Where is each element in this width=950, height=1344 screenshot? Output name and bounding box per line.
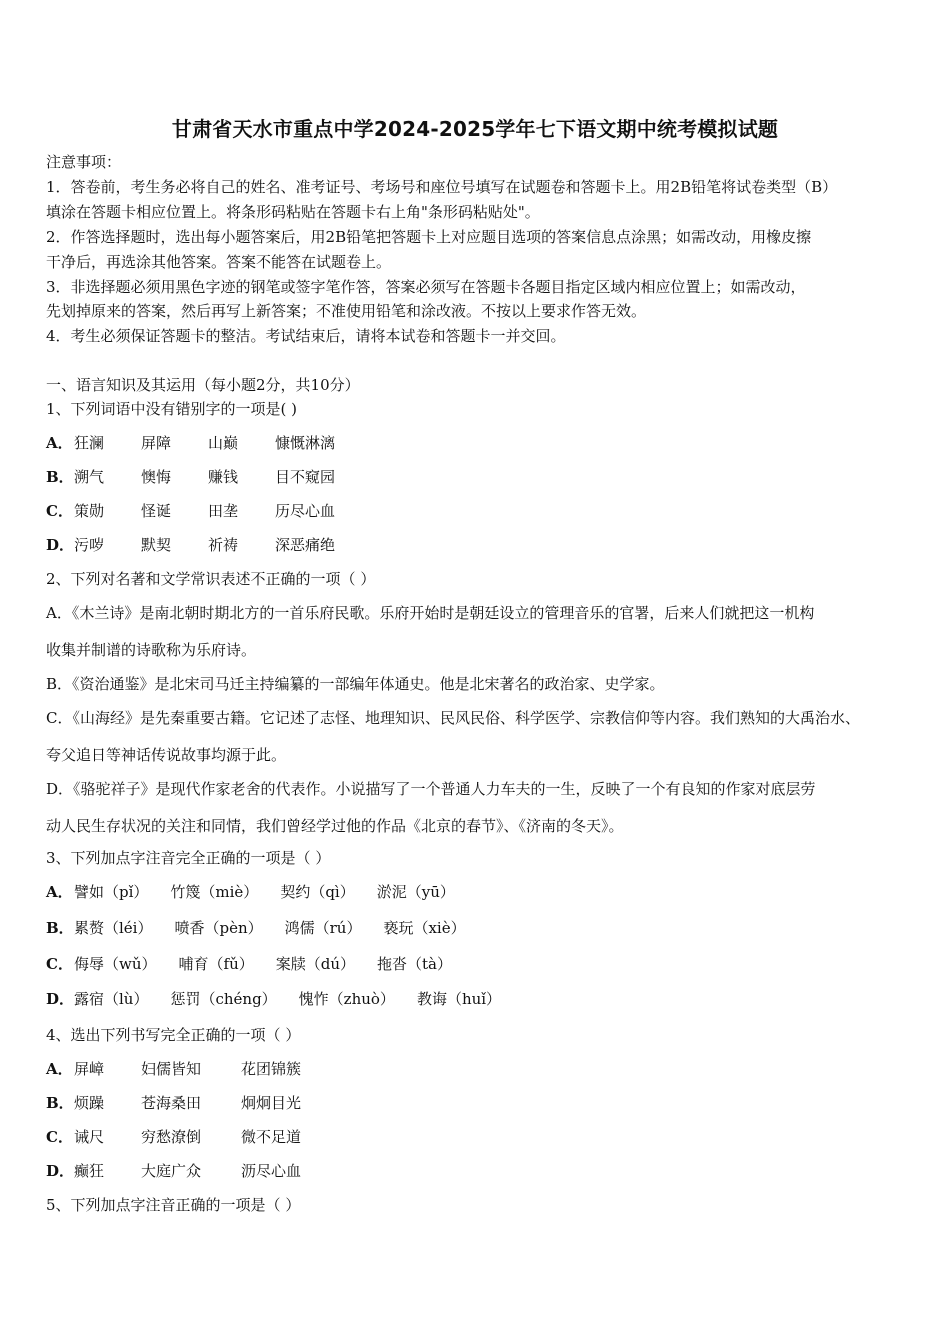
- option-word: 祈祷: [208, 536, 239, 554]
- pinyin-item: 喷香（pèn）: [174, 919, 263, 937]
- option-word: 炯炯目光: [241, 1094, 302, 1112]
- pinyin-item: 案牍（dú）: [275, 955, 355, 973]
- q2-option-d-cont: 动人民生存状况的关注和同情，我们曾经学过他的作品《北京的春节》、《济南的冬天》。: [46, 817, 624, 835]
- option-label: B．: [46, 468, 74, 486]
- pinyin-item: 露宿（lù）: [74, 990, 149, 1008]
- option-word: 溯气: [74, 468, 105, 486]
- q3-option-b: [46, 918, 488, 938]
- option-label: C．: [46, 1128, 73, 1146]
- option-word: 目不窥园: [275, 468, 336, 486]
- pinyin-item: 鸿儒（rú）: [284, 919, 362, 937]
- notice-line: 4．考生必须保证答题卡的整洁。考试结束后，请将本试卷和答题卡一并交回。: [46, 327, 566, 345]
- option-label: D．: [46, 1162, 75, 1180]
- option-word: 懊悔: [141, 468, 172, 486]
- q2-option-b: B．《资治通鉴》是北宋司马迁主持编纂的一部编年体通史。他是北宋著名的政治家、史学家。: [46, 675, 665, 693]
- pinyin-item: 侮辱（wǔ）: [74, 955, 157, 973]
- section-heading: 一、语言知识及其运用（每小题2分，共10分）: [46, 376, 360, 394]
- pinyin-item: 哺育（fǔ）: [178, 955, 254, 973]
- question-1-stem: 1、下列词语中没有错别字的一项是( ): [46, 400, 298, 418]
- option-label: C．: [46, 502, 73, 520]
- pinyin-item: 竹篾（miè）: [170, 883, 259, 901]
- option-label: A．: [46, 1060, 73, 1078]
- question-4-stem: 4、选出下列书写完全正确的一项（ ）: [46, 1026, 301, 1044]
- q2-option-c-cont: 夸父追日等神话传说故事均源于此。: [46, 746, 287, 764]
- notice-line: 填涂在答题卡相应位置上。将条形码粘贴在答题卡右上角"条形码粘贴处"。: [46, 203, 540, 221]
- option-word: 深恶痛绝: [275, 536, 336, 554]
- option-word: 田垄: [208, 502, 239, 520]
- pinyin-item: 亵玩（xiè）: [383, 919, 466, 937]
- option-word: 微不足道: [241, 1128, 302, 1146]
- pinyin-item: 譬如（pǐ）: [74, 883, 149, 901]
- q2-option-a-cont: 收集并制谱的诗歌称为乐府诗。: [46, 641, 257, 659]
- q1-option-a: [46, 433, 335, 453]
- option-word: 穷愁潦倒: [141, 1128, 202, 1146]
- option-word: 屏障: [141, 434, 172, 452]
- q1-option-d: [46, 535, 335, 555]
- pinyin-item: 契约（qì）: [280, 883, 355, 901]
- q4-option-d: [46, 1161, 301, 1181]
- option-label: A．: [46, 883, 73, 901]
- option-label: D．: [46, 536, 75, 554]
- q4-option-a: [46, 1059, 301, 1079]
- option-word: 花团锦簇: [241, 1060, 302, 1078]
- option-word: 历尽心血: [275, 502, 336, 520]
- option-word: 癫狂: [74, 1162, 105, 1180]
- option-word: 慷慨淋漓: [275, 434, 336, 452]
- q3-option-a: [46, 882, 477, 902]
- option-word: 默契: [141, 536, 172, 554]
- notice-line: 1．答卷前，考生务必将自己的姓名、准考证号、考场号和座位号填写在试题卷和答题卡上。用2B铅笔将试卷类型（B）: [46, 178, 838, 196]
- pinyin-item: 拖沓（tà）: [377, 955, 452, 973]
- pinyin-item: 惩罚（chéng）: [170, 990, 277, 1008]
- option-word: 烦躁: [74, 1094, 105, 1112]
- pinyin-item: 淤泥（yū）: [376, 883, 455, 901]
- q3-option-c: [46, 954, 474, 974]
- option-word: 赚钱: [208, 468, 239, 486]
- option-word: 妇儒皆知: [141, 1060, 202, 1078]
- q1-option-b: [46, 467, 335, 487]
- question-5-stem: 5、下列加点字注音正确的一项是（ ）: [46, 1196, 301, 1214]
- option-word: 山巅: [208, 434, 239, 452]
- option-word: 诫尺: [74, 1128, 105, 1146]
- q4-option-b: [46, 1093, 301, 1113]
- option-word: 苍海桑田: [141, 1094, 202, 1112]
- q4-option-c: [46, 1127, 301, 1147]
- option-label: A．: [46, 434, 73, 452]
- option-word: 大庭广众: [141, 1162, 202, 1180]
- option-word: 怪诞: [141, 502, 172, 520]
- question-2-stem: 2、下列对名著和文学常识表述不正确的一项（ ）: [46, 570, 376, 588]
- option-label: D．: [46, 990, 75, 1008]
- q3-option-d: [46, 989, 523, 1009]
- pinyin-item: 累赘（léi）: [74, 919, 153, 937]
- notice-heading: 注意事项：: [46, 153, 122, 171]
- option-word: 策勋: [74, 502, 105, 520]
- pinyin-item: 愧怍（zhuò）: [298, 990, 395, 1008]
- pinyin-item: 教诲（huǐ）: [416, 990, 502, 1008]
- notice-line: 干净后，再选涂其他答案。答案不能答在试题卷上。: [46, 253, 392, 271]
- notice-line: 先划掉原来的答案，然后再写上新答案；不准使用铅笔和涂改液。不按以上要求作答无效。: [46, 302, 647, 320]
- option-word: 屏嶂: [74, 1060, 105, 1078]
- notice-line: 3．非选择题必须用黑色字迹的钢笔或签字笔作答，答案必须写在答题卡各题目指定区域内相应位置上；如需改动，: [46, 278, 806, 296]
- option-word: 沥尽心血: [241, 1162, 302, 1180]
- option-word: 狂澜: [74, 434, 105, 452]
- option-word: 污哕: [74, 536, 105, 554]
- q1-option-c: [46, 501, 335, 521]
- notice-line: 2．作答选择题时，选出每小题答案后，用2B铅笔把答题卡上对应题目选项的答案信息点涂黑；如需改动，用橡皮擦: [46, 228, 812, 246]
- q2-option-d: D．《骆驼祥子》是现代作家老舍的代表作。小说描写了一个普通人力车夫的一生，反映了一个有良知的作家对底层劳: [46, 780, 816, 798]
- option-label: B．: [46, 1094, 74, 1112]
- question-3-stem: 3、下列加点字注音完全正确的一项是（ ）: [46, 849, 331, 867]
- q2-option-c: C．《山海经》是先秦重要古籍。它记述了志怪、地理知识、民风民俗、科学医学、宗教信仰等内容。我们熟知的大禹治水、: [46, 709, 860, 727]
- q2-option-a: A．《木兰诗》是南北朝时期北方的一首乐府民歌。乐府开始时是朝廷设立的管理音乐的官署，后来人们就把这一机构: [46, 604, 815, 622]
- page-title: 甘肃省天水市重点中学2024-2025学年七下语文期中统考模拟试题: [171, 117, 779, 141]
- option-label: C．: [46, 955, 73, 973]
- option-label: B．: [46, 919, 74, 937]
